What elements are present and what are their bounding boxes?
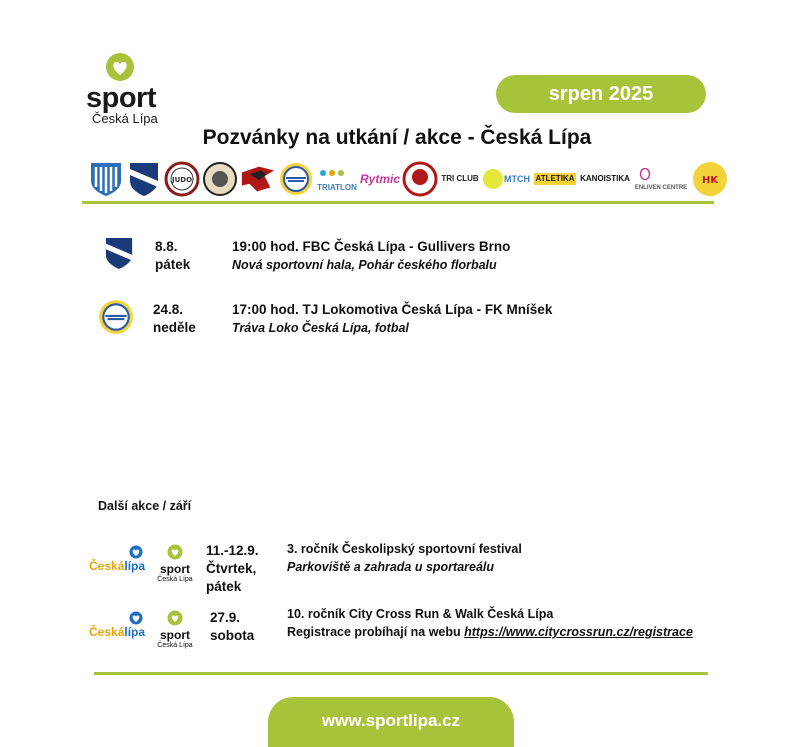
atletika-text: ATLETIKA [535, 174, 575, 183]
sport-logo: sport Česká Lípa [157, 610, 193, 649]
fbc-logo-icon [104, 236, 134, 270]
club-logo-football-shield [88, 161, 124, 197]
page-title: Pozvánky na utkání / akce - Česká Lípa [202, 126, 592, 149]
heart-logo-icon [104, 52, 136, 82]
club-logo-red-circle [402, 161, 438, 197]
hk-text: HK [701, 175, 719, 186]
club-logo-judo [164, 161, 200, 197]
club-logo-fbc [126, 161, 162, 197]
event-subtitle: Registrace probíhají na webu https://www.citycrossrun.cz/registrace [287, 625, 693, 639]
club-logo-mtch [482, 161, 530, 197]
event-date: 24.8. neděle [153, 302, 196, 335]
enliven-text: ENLIVEN CENTRE [634, 185, 688, 191]
footer-divider [94, 672, 708, 675]
kanoistika-text: KANOISTIKA [580, 174, 630, 183]
club-logo-hk [692, 161, 728, 197]
club-logo-triclub [440, 161, 480, 197]
event-subtitle: Parkoviště a zahrada u sportareálu [287, 560, 495, 574]
city-heart-icon [129, 611, 143, 625]
club-logo-enliven [632, 161, 690, 197]
brand-city: Česká Lípa [92, 111, 158, 126]
judo-text: JUDO [171, 176, 193, 184]
month-badge: srpen 2025 [496, 75, 706, 113]
registration-link[interactable]: https://www.citycrossrun.cz/registrace [464, 625, 693, 639]
event-date: 27.9. sobota [210, 610, 255, 643]
club-logos-strip [88, 158, 728, 200]
event-title: 17:00 hod. TJ Lokomotiva Česká Lípa - FK Mníšek [232, 302, 553, 317]
mtch-text: MTCH [504, 173, 530, 184]
brand-name: sport [86, 82, 156, 114]
section-title: Další akce / září [98, 499, 192, 513]
city-heart-icon [129, 545, 143, 559]
sport-heart-icon [167, 544, 183, 560]
event-subtitle: Tráva Loko Česká Lípa, fotbal [232, 321, 409, 335]
event-title: 19:00 hod. FBC Česká Lípa - Gullivers Brno [232, 239, 511, 254]
club-logo-atletika [532, 161, 578, 197]
triatlon-text: TRIATLON [317, 183, 357, 192]
event-date: 11.-12.9. Čtvrtek, pátek [206, 543, 259, 594]
club-logo-rytmic [360, 161, 400, 197]
event-date: 8.8. pátek [155, 239, 191, 272]
website-link[interactable]: www.sportlipa.cz [268, 697, 514, 747]
event-title: 10. ročník City Cross Run & Walk Česká Lípa [287, 607, 554, 621]
event-title: 3. ročník Českolipský sportovní festival [287, 542, 522, 556]
lokomotiva-logo-icon [97, 298, 135, 336]
club-logo-kanoistika [580, 161, 630, 197]
sport-heart-icon [167, 610, 183, 626]
triclub-text: TRI CLUB [441, 174, 479, 183]
club-logo-triatlon [316, 161, 358, 197]
sport-logo: sport Česká Lípa [157, 544, 193, 583]
header-divider [82, 201, 714, 204]
club-logo-round [202, 161, 238, 197]
rytmic-text: Rytmic [360, 172, 401, 186]
event-subtitle: Nová sportovní hala, Pohár českého florbalu [232, 258, 497, 272]
club-logo-eagle [240, 161, 276, 197]
club-logo-lokomotiva [278, 161, 314, 197]
